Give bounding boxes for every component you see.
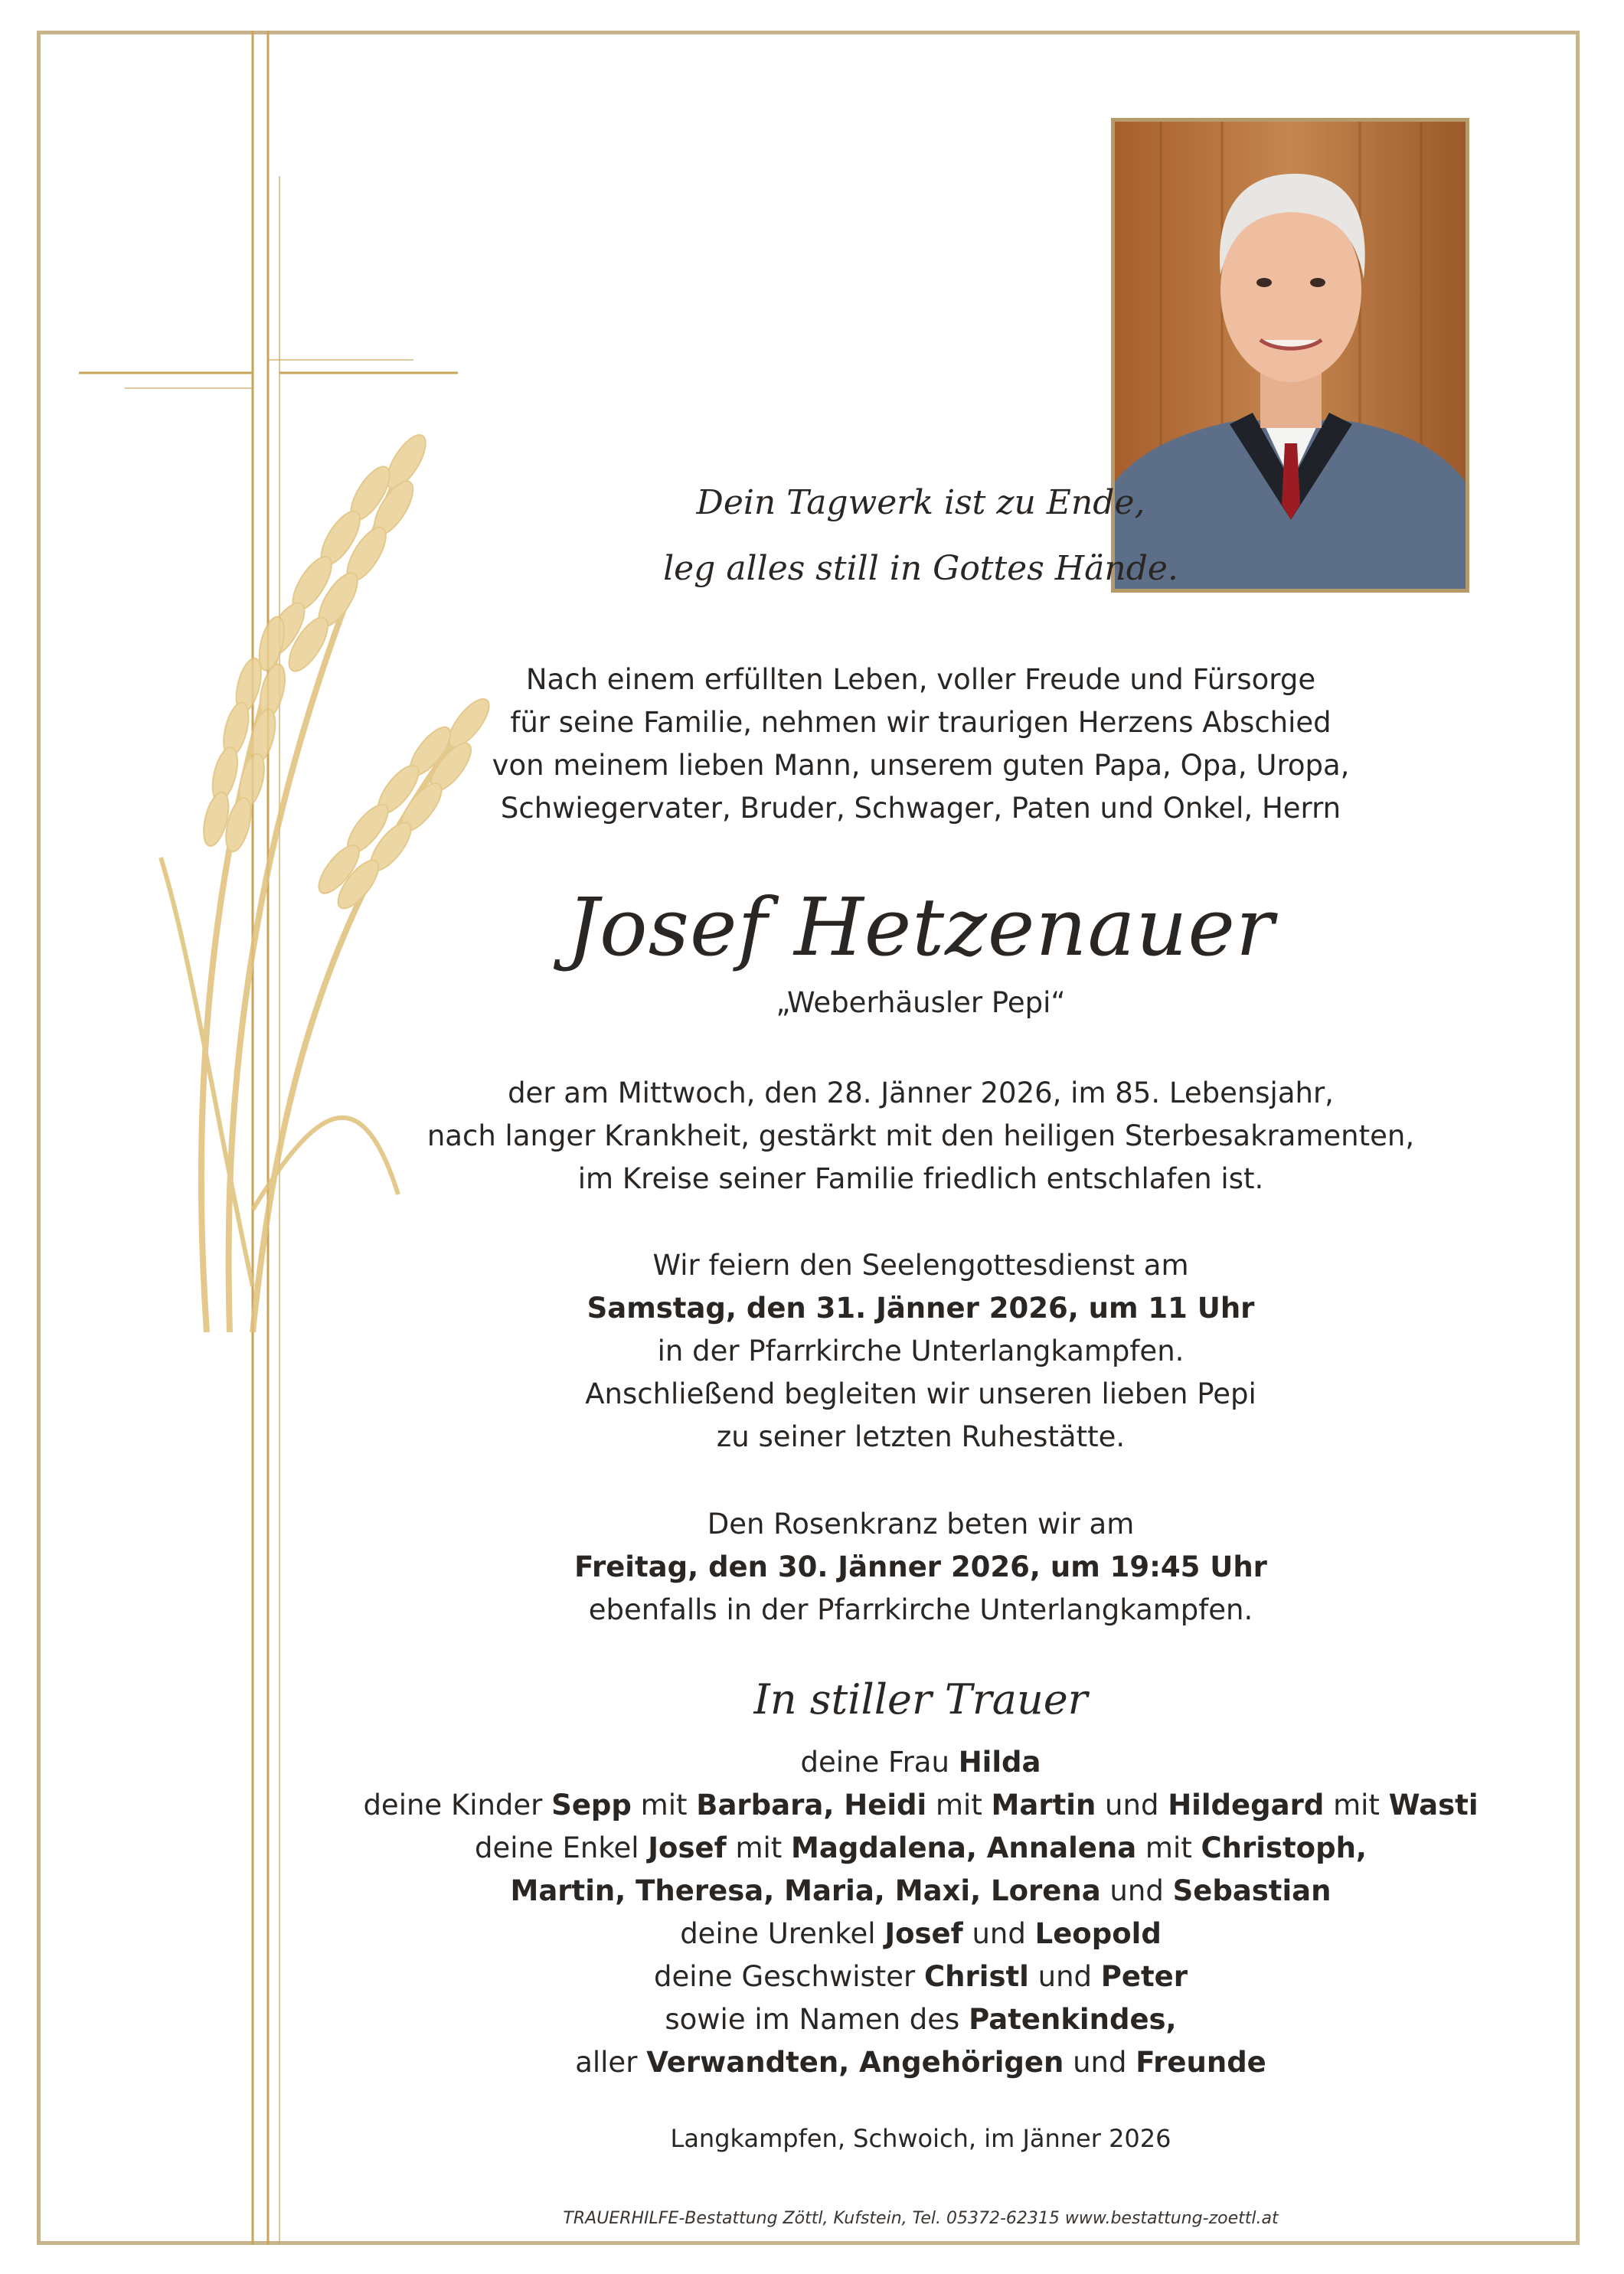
funeral-home-footer: TRAUERHILFE-Bestattung Zöttl, Kufstein, Tel. 05372-62315 www.bestattung-zoettl.at bbox=[563, 2209, 1279, 2228]
death-paragraph bbox=[337, 1072, 1505, 1201]
mourners-grandchildren-cont: Martin, Theresa, Maria, Maxi, Lorena und Sebastian bbox=[510, 1874, 1332, 1907]
death-line: im Kreise seiner Familie friedlich entschlafen ist. bbox=[577, 1162, 1264, 1195]
motto-verse bbox=[337, 470, 1505, 602]
intro-line: von meinem lieben Mann, unserem guten Papa, Opa, Uropa, bbox=[492, 749, 1350, 782]
place-and-date: Langkampfen, Schwoich, im Jänner 2026 bbox=[670, 2124, 1171, 2153]
mourners-wife: deine Frau Hilda bbox=[800, 1746, 1041, 1779]
funeral-date: Samstag, den 31. Jänner 2026, um 11 Uhr bbox=[587, 1292, 1255, 1325]
rosary-line: Den Rosenkranz beten wir am bbox=[707, 1508, 1135, 1541]
mourners-great-grandchildren: deine Urenkel Josef und Leopold bbox=[680, 1917, 1162, 1950]
funeral-line: Anschließend begleiten wir unseren lieben Pepi bbox=[585, 1377, 1256, 1410]
mourners-list bbox=[337, 1741, 1505, 2084]
intro-line: Schwiegervater, Bruder, Schwager, Paten und Onkel, Herrn bbox=[500, 792, 1341, 825]
rosary-paragraph bbox=[337, 1503, 1505, 1632]
death-line: nach langer Krankheit, gestärkt mit den heiligen Sterbesakramenten, bbox=[426, 1119, 1415, 1152]
motto-line: leg alles still in Gottes Hände. bbox=[663, 549, 1178, 588]
mourners-children: deine Kinder Sepp mit Barbara, Heidi mit Martin und Hildegard mit Wasti bbox=[363, 1789, 1479, 1821]
mourners-siblings: deine Geschwister Christl und Peter bbox=[653, 1960, 1188, 1993]
rosary-line: ebenfalls in der Pfarrkirche Unterlangkampfen. bbox=[588, 1593, 1253, 1626]
funeral-line: zu seiner letzten Ruhestätte. bbox=[716, 1420, 1126, 1453]
mourners-godchild: sowie im Namen des Patenkindes, bbox=[665, 2003, 1177, 2036]
intro-line: Nach einem erfüllten Leben, voller Freude und Fürsorge bbox=[525, 663, 1316, 696]
funeral-line: in der Pfarrkirche Unterlangkampfen. bbox=[657, 1335, 1185, 1367]
mourners-relatives: aller Verwandten, Angehörigen und Freunde bbox=[575, 2046, 1266, 2079]
intro-line: für seine Familie, nehmen wir traurigen Herzens Abschied bbox=[510, 706, 1332, 739]
intro-paragraph bbox=[337, 658, 1505, 830]
death-line: der am Mittwoch, den 28. Jänner 2026, im 85. Lebensjahr, bbox=[508, 1077, 1334, 1109]
deceased-nickname: „Weberhäusler Pepi“ bbox=[776, 986, 1066, 1019]
funeral-paragraph bbox=[337, 1244, 1505, 1459]
mourners-grandchildren: deine Enkel Josef mit Magdalena, Annalena mit Christoph, bbox=[475, 1831, 1367, 1864]
mourning-title: In stiller Trauer bbox=[753, 1675, 1088, 1723]
motto-line: Dein Tagwerk ist zu Ende, bbox=[696, 483, 1145, 522]
funeral-line: Wir feiern den Seelengottesdienst am bbox=[652, 1249, 1189, 1282]
rosary-date: Freitag, den 30. Jänner 2026, um 19:45 Uhr bbox=[574, 1550, 1267, 1583]
deceased-name: Josef Hetzenauer bbox=[567, 881, 1275, 974]
